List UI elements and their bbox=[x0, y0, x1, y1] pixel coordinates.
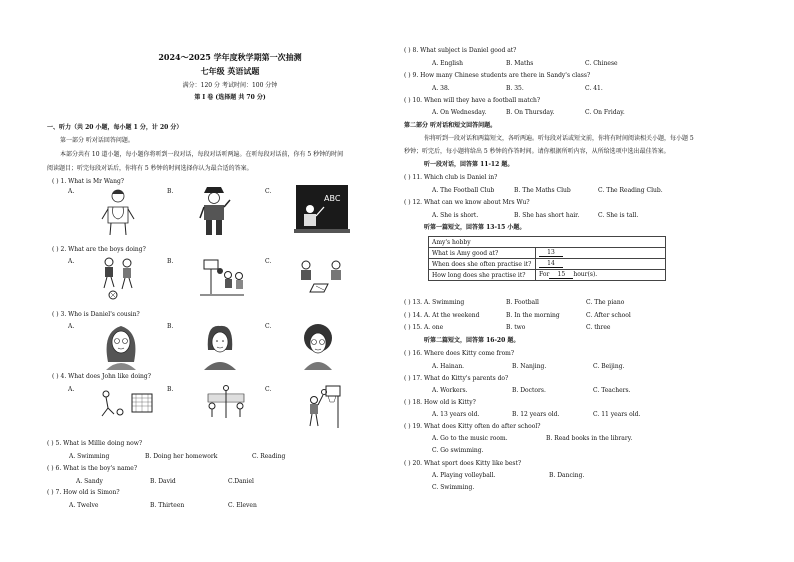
option-b: B. Maths bbox=[506, 60, 534, 67]
option-c: C. After school bbox=[586, 312, 631, 319]
instruction-line: 秒钟；听完后，每小题将给出 5 秒钟的作答时间。请你根据所听内容，从所给选项中选出最佳答案。 bbox=[404, 148, 670, 155]
dialogue-label: 听一段对话，回答第 11-12 题。 bbox=[424, 161, 514, 168]
option-c: C. The Reading Club. bbox=[598, 187, 663, 194]
option-c: C. Go swimming. bbox=[432, 447, 484, 454]
option-b: B. Read books in the library. bbox=[546, 435, 633, 442]
option-c: C. Eleven bbox=[228, 502, 257, 509]
exam-info: 满分：120 分 考试时间：100 分钟 bbox=[182, 82, 278, 89]
question-9: ( ) 9. How many Chinese students are there in Sandy's class? bbox=[404, 72, 591, 79]
option-c: C. Beijing. bbox=[593, 363, 625, 370]
table-row bbox=[429, 259, 666, 270]
option-label: B. bbox=[167, 258, 174, 265]
question-7: ( ) 7. How old is Simon? bbox=[47, 489, 120, 496]
option-c: C. 41. bbox=[585, 85, 603, 92]
option-b: B. Nanjing. bbox=[512, 363, 547, 370]
option-c: C. She is tall. bbox=[598, 212, 639, 219]
option-label: A. bbox=[68, 323, 75, 330]
question-8: ( ) 8. What subject is Daniel good at? bbox=[404, 47, 517, 54]
question-14: ( ) 14. A. At the weekend bbox=[404, 312, 480, 319]
option-b: B. 35. bbox=[506, 85, 524, 92]
question-15: ( ) 15. A. one bbox=[404, 324, 444, 331]
playing-football-image bbox=[98, 384, 154, 420]
blackboard-text: ABC bbox=[324, 194, 341, 203]
option-a: A. English bbox=[432, 60, 464, 67]
option-a: A. 13 years old. bbox=[432, 411, 480, 418]
option-b: B. In the morning bbox=[506, 312, 560, 319]
option-a: A. The Football Club bbox=[432, 187, 495, 194]
option-b: B. Doctors. bbox=[512, 387, 546, 394]
option-b: B. Doing her homework bbox=[145, 453, 218, 460]
prefix-text: For bbox=[539, 271, 550, 278]
option-c: C. Chinese bbox=[585, 60, 618, 67]
instruction-line: 你将听到一段对话和两篇短文，各听两遍。听每段对话或短文前，你将有时间阅读相关小题，每小题 5 bbox=[424, 135, 694, 142]
answer-blank[interactable]: 13 bbox=[539, 249, 563, 257]
curly-hair-woman-glasses-image bbox=[298, 322, 338, 370]
option-b: B. The Maths Club bbox=[514, 187, 571, 194]
table-cell bbox=[536, 259, 666, 270]
long-hair-woman-glasses-image bbox=[100, 322, 142, 370]
question-10: ( ) 10. When will they have a football match? bbox=[404, 97, 541, 104]
question-17: ( ) 17. What do Kitty's parents do? bbox=[404, 375, 509, 382]
table-cell: What is Amy good at? bbox=[429, 248, 536, 259]
boys-playing-basketball-image bbox=[198, 258, 246, 298]
option-a: A. She is short. bbox=[432, 212, 479, 219]
doctor-image bbox=[96, 187, 140, 237]
exam-subtitle: 七年级 英语试题 bbox=[200, 66, 260, 76]
table-cell: How long does she practise it? bbox=[429, 270, 536, 281]
option-label: C. bbox=[265, 323, 272, 330]
option-b: B. David bbox=[150, 478, 176, 485]
option-b: B. She has short hair. bbox=[514, 212, 580, 219]
question-2: ( ) 2. What are the boys doing? bbox=[52, 246, 146, 253]
instruction-line: 本部分共有 10 道小题，每小题你将听到一段对话，每段对话听两遍。在听每段对话前，你有 5 秒钟的时间 bbox=[60, 151, 344, 158]
volume-title: 第 I 卷 (选择题 共 70 分) bbox=[194, 94, 266, 101]
table-cell: When does she often practise it? bbox=[429, 259, 536, 270]
option-c: C. 11 years old. bbox=[593, 411, 641, 418]
option-c: C. Reading bbox=[252, 453, 286, 460]
option-c: C. On Friday. bbox=[585, 109, 625, 116]
table-cell bbox=[536, 248, 666, 259]
option-label: C. bbox=[265, 258, 272, 265]
part1-title: 第一部分 听对话回答问题。 bbox=[60, 137, 134, 144]
option-a: A. On Wednesday. bbox=[432, 109, 487, 116]
option-label: B. bbox=[167, 386, 174, 393]
question-11: ( ) 11. Which club is Daniel in? bbox=[404, 174, 498, 181]
option-label: C. bbox=[265, 188, 272, 195]
part2-title: 第二部分 听对话和短文回答问题。 bbox=[404, 122, 497, 129]
table-row bbox=[429, 248, 666, 259]
hobby-table bbox=[428, 236, 666, 281]
playing-volleyball-image bbox=[200, 384, 252, 420]
question-12: ( ) 12. What can we know about Mrs Wu? bbox=[404, 199, 530, 206]
question-18: ( ) 18. How old is Kitty? bbox=[404, 399, 476, 406]
suffix-text: hour(s). bbox=[573, 271, 598, 278]
question-16: ( ) 16. Where does Kitty come from? bbox=[404, 350, 515, 357]
answer-blank[interactable]: 14 bbox=[539, 260, 563, 268]
option-c: C.Daniel bbox=[228, 478, 254, 485]
option-b: B. Thirteen bbox=[150, 502, 185, 509]
option-c: C. Teachers. bbox=[593, 387, 631, 394]
option-label: B. bbox=[167, 188, 174, 195]
option-a: A. Twelve bbox=[69, 502, 99, 509]
teacher-blackboard-image bbox=[294, 183, 350, 237]
option-label: A. bbox=[68, 258, 75, 265]
question-20: ( ) 20. What sport does Kitty like best? bbox=[404, 460, 522, 467]
option-a: A. Hainan. bbox=[432, 363, 465, 370]
table-cell bbox=[536, 270, 666, 281]
question-4: ( ) 4. What does John like doing? bbox=[52, 373, 151, 380]
option-label: A. bbox=[68, 188, 75, 195]
option-b: B. two bbox=[506, 324, 526, 331]
short-hair-woman-image bbox=[200, 322, 240, 370]
boys-playing-football-image bbox=[100, 256, 138, 300]
option-label: B. bbox=[167, 323, 174, 330]
playing-basketball-image bbox=[300, 382, 344, 430]
question-1: ( ) 1. What is Mr Wang? bbox=[52, 178, 125, 185]
section-title: 一、听力（共 20 小题，每小题 1 分，计 20 分） bbox=[47, 124, 183, 131]
option-label: C. bbox=[265, 386, 272, 393]
option-b: B. 12 years old. bbox=[512, 411, 560, 418]
option-a: A. Go to the music room. bbox=[432, 435, 508, 442]
option-a: A. Sandy bbox=[76, 478, 103, 485]
option-a: A. 38. bbox=[432, 85, 450, 92]
option-b: B. Football bbox=[506, 299, 539, 306]
text1-label: 听第一篇短文，回答第 13-15 小题。 bbox=[424, 224, 526, 231]
instruction-line: 阅读题目；听完每段对话后，你将有 5 秒钟的时间选择你认为最合适的答案。 bbox=[47, 165, 253, 172]
police-officer-image bbox=[196, 185, 232, 237]
answer-blank[interactable]: 15 bbox=[549, 271, 573, 279]
option-a: A. Swimming bbox=[69, 453, 110, 460]
exam-title: 2024～2025 学年度秋学期第一次抽测 bbox=[158, 52, 302, 62]
boys-playing-chess-image bbox=[296, 258, 346, 298]
option-b: B. Dancing. bbox=[549, 472, 585, 479]
option-a: A. Workers. bbox=[432, 387, 468, 394]
option-a: A. Playing volleyball. bbox=[432, 472, 496, 479]
question-13: ( ) 13. A. Swimming bbox=[404, 299, 465, 306]
table-row bbox=[429, 270, 666, 281]
option-label: A. bbox=[68, 386, 75, 393]
option-c: C. Swimming. bbox=[432, 484, 475, 491]
option-b: B. On Thursday. bbox=[506, 109, 555, 116]
option-c: C. three bbox=[586, 324, 611, 331]
table-header: Amy's hobby bbox=[429, 237, 666, 248]
text2-label: 听第二篇短文，回答第 16-20 题。 bbox=[424, 337, 520, 344]
question-5: ( ) 5. What is Millie doing now? bbox=[47, 440, 143, 447]
question-6: ( ) 6. What is the boy's name? bbox=[47, 465, 138, 472]
option-c: C. The piano bbox=[586, 299, 625, 306]
question-19: ( ) 19. What does Kitty often do after school? bbox=[404, 423, 541, 430]
question-3: ( ) 3. Who is Daniel's cousin? bbox=[52, 311, 140, 318]
